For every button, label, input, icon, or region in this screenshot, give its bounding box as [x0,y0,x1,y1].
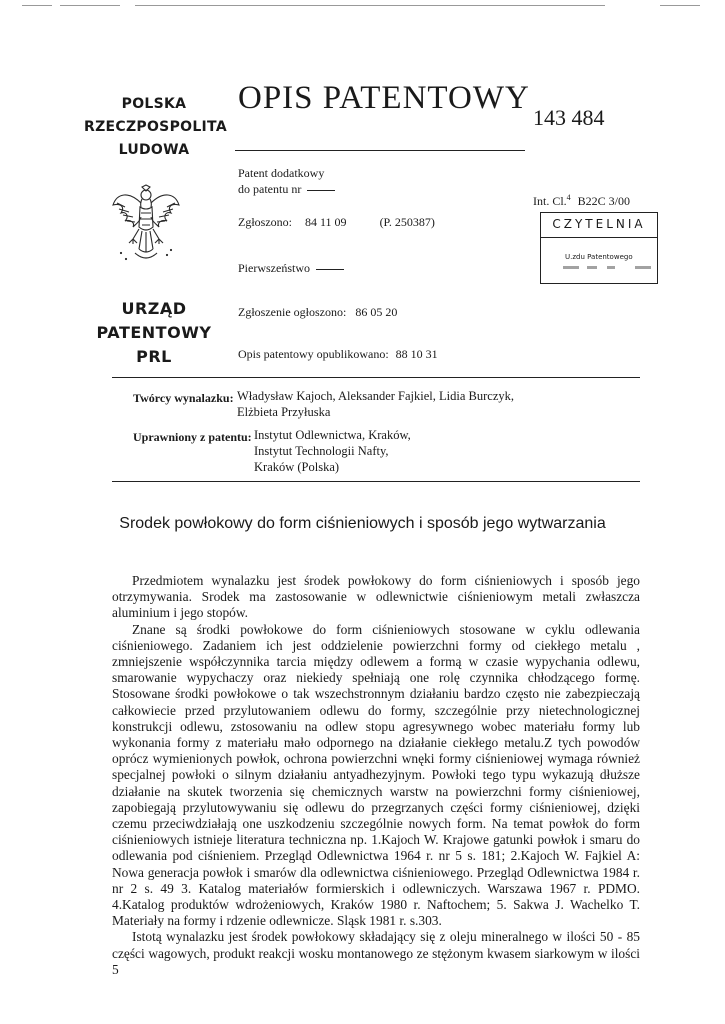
scan-mark-top [660,5,700,6]
application-published-row [238,305,397,320]
stamp-title: CZYTELNIA [552,217,646,231]
stamp-smudge [607,266,615,269]
scan-mark-top [22,5,52,6]
inventors-block [133,389,234,407]
stamp-smudge [563,266,579,269]
additional-patent-line: Patent dodatkowy [238,166,325,180]
title-divider [235,150,525,151]
int-cl-edition: 4 [566,193,571,202]
filed-label: Zgłoszono: [238,215,292,229]
inventor-line: Władysław Kajoch, Aleksander Fajkiel, Lidia Burczyk, [237,389,515,403]
application-published-label: Zgłoszenie ogłoszono: [238,305,347,319]
document-title: Srodek powłokowy do form ciśnieniowych i sposób jego wytwarzania [119,515,606,532]
filed-date: 84 11 09 [305,215,347,229]
office-line: PRL [136,347,172,366]
body-paragraph: Znane są środki powłokowe do form ciśnieniowych stosowane w cyklu odlewania ciśnieniowego. Zadaniem ich jest oddzielenie powierzchni formy od ciekłego metalu , zmniejszenie współczynnika tarcia między odlewem a formą w czasie wypychania odlewu, smarowanie wypychaczy oraz niekiedy spełniają one rolę czynnika chłodzącego formę. Stosowane środki powłokowe o tak wszechstronnym działaniu bardzo często nie zabezpieczają całkowiecie przed przylutowaniem odlewu do formy, szczególnie przy nietechnologicznej konstrukcji odlewu, zstosowaniu na odlew stopu agresywnego wobec materiału formy lub wykonania formy z materiału mało odpornego na działanie ciekłego metalu.Z tych powodów oprócz wymienionych powłok, ochrona powierzchni wnęki formy ciśnieniowej wymaga również specjalnej powłoki o silnym działaniu antyadhezyjnym. Powłoki tego typu wykazują dłuższe działanie na skutek tworzenia się chemicznych warstw na powierzchni formy ciśnieniowej, zapobiegają przylutowywaniu się odlewu do przegrzanych części formy ciśnieniowej, dzięki czemu przeciwdziałają one uszkodzeniu szczególnie nowych form. Na temat powłok do form ciśnieniowych istnieje literatura techniczna np. 1.Kajoch W. Krajowe gatunki powłok i smaru do odlewania pod ciśnieniem. Przegląd Odlewnictwa 1964 r. nr 5 s. 181; 2.Kajoch W. Fajkiel A: Nowa generacja powłok i smarów dla odlewnictwa ciśnieniowego. Przegląd Odlewnictwa 1984 r. nr 2 s. 49 3. Katalog materiałów formierskich i odlewniczych. Warszawa 1967 r. PDMO. 4.Katalog produktów wdrożeniowych, Kraków 1980 r. Naftochem; 5. Sakwa J. Wachelko T. Materiały na formy i rdzenie odlewnicze. Sląsk 1981 r. s.303. [112,621,640,929]
spec-published-row [238,347,438,362]
assignee-line: Kraków (Polska) [254,460,340,474]
office-line: PATENTOWY [96,323,212,342]
int-cl-code: B22C 3/00 [577,194,631,208]
blank-dash [307,190,335,191]
priority-label: Pierwszeństwo [238,261,310,275]
parties-divider [112,481,640,482]
country-line: POLSKA [121,96,187,112]
additional-patent [238,165,335,197]
spec-published-date: 88 10 31 [395,347,438,361]
inventor-line: Elżbieta Przyłuska [237,405,331,419]
priority-row [238,261,344,276]
patent-office-name [84,297,224,369]
eagle-emblem-icon [111,183,181,265]
body-paragraph: Istotą wynalazku jest środek powłokowy składający się z oleju mineralnego w ilości 50 - 85 części wagowych, produkt reakcji wosku montanowego ze stężonym kwasem siarkowym w ilości 5 [112,929,640,977]
assignee-list [254,427,411,475]
scan-mark-top [60,5,120,6]
inventors-list [237,388,514,420]
application-published-date: 86 05 20 [355,305,398,319]
application-number: (P. 250387) [379,215,435,229]
stamp-smudge [587,266,597,269]
header-divider [112,377,640,378]
assignee-line: Instytut Odlewnictwa, Kraków, [254,428,411,442]
assignee-block [133,428,252,446]
country-line: LUDOWA [118,142,190,158]
patent-number: 143 484 [533,105,605,130]
assignee-line: Instytut Technologii Nafty, [254,444,389,458]
country-name [84,93,227,162]
library-stamp [540,212,658,284]
scan-mark-top [135,5,605,6]
additional-patent-line: do patentu nr [238,182,302,196]
stamp-divider [541,237,657,238]
int-classification [533,193,630,209]
body-paragraph: Przedmiotem wynalazku jest środek powłokowy do form ciśnieniowych i sposób jego otrzymywania. Srodek ma zastosowanie w odlewnictwie ciśnieniowym metali zwłaszcza aluminium i jego stopów. [112,573,640,621]
stamp-smudge [635,266,651,269]
inventors-label: Twórcy wynalazku: [133,391,234,405]
document-type-title: OPIS PATENTOWY [238,80,530,116]
spec-published-label: Opis patentowy opublikowano: [238,347,389,361]
int-cl-label: Int. Cl. [533,194,567,208]
stamp-office-line: U.zdu Patentowego [565,253,633,261]
country-line: RZECZPOSPOLITA [84,119,227,135]
assignee-label: Uprawniony z patentu: [133,430,252,444]
filed-row [238,215,435,230]
description-body [112,573,640,978]
blank-dash [316,269,344,270]
office-line: URZĄD [121,299,187,318]
